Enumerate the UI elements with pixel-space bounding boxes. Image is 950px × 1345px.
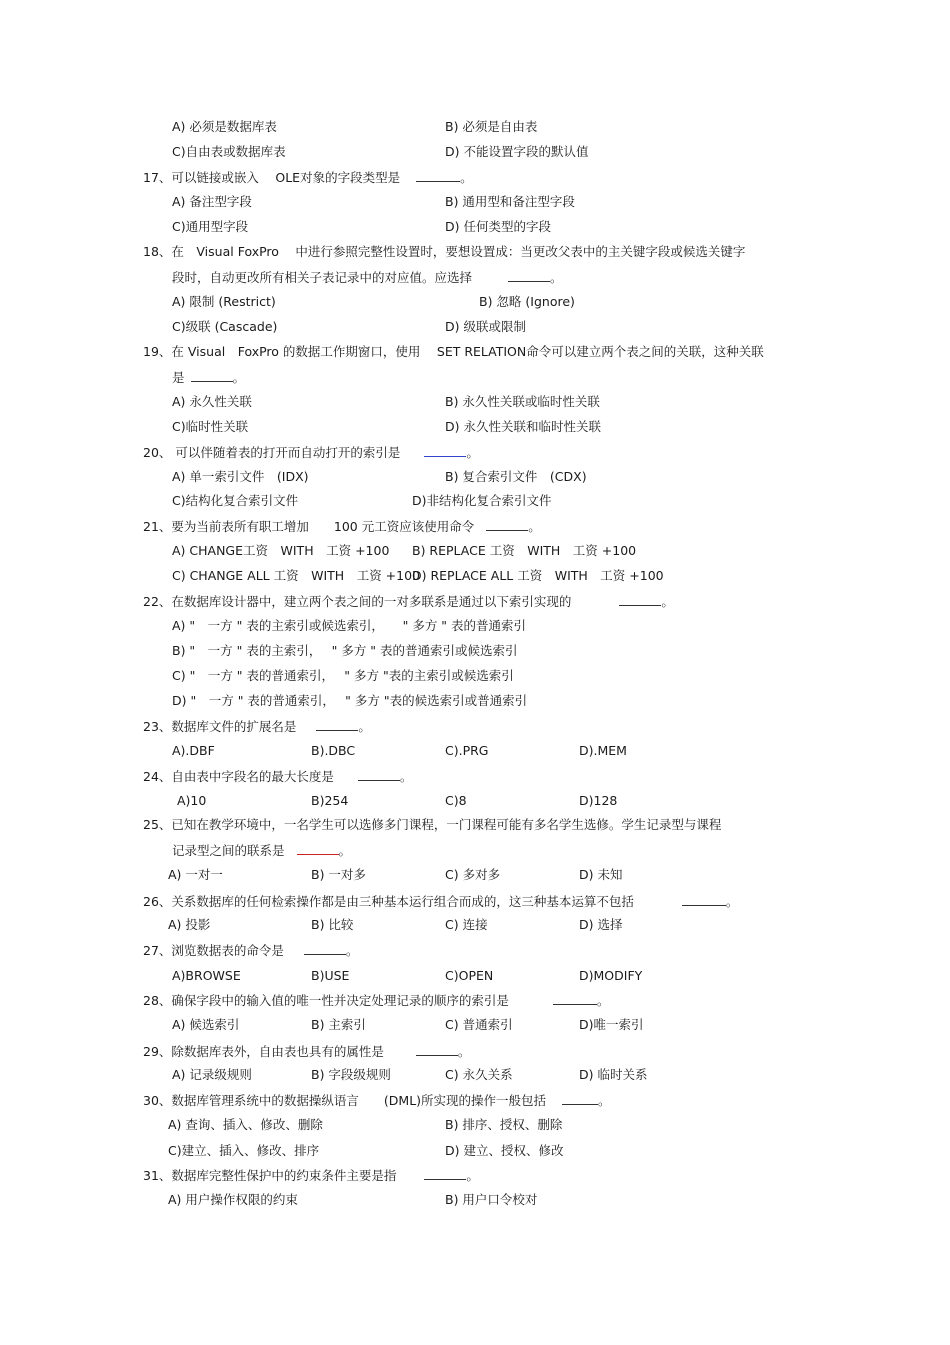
q24-option-d: D)128 [579,793,618,808]
q19-stem-line1: 19、在 Visual FoxPro 的数据工作期窗口，使用 SET RELATION命令可以建立两个表之间的关联，这种关联 [143,344,764,359]
q18-option-b: B) 忽略 (Ignore) [479,294,575,309]
q21-option-d: D) REPLACE ALL 工资 WITH 工资 +100 [412,568,664,583]
q29-option-a: A) 记录级规则 [172,1067,252,1082]
q23-option-c: C).PRG [445,743,489,758]
q22-stem [143,593,674,610]
q27-answer-blank [304,942,346,955]
q21-option-c: C) CHANGE ALL 工资 WITH 工资 +100 [172,568,421,583]
q17-option-b: B) 通用型和备注型字段 [445,194,575,209]
q28-option-c: C) 普通索引 [445,1017,513,1032]
q28-stem [143,992,609,1009]
q19-option-a: A) 永久性关联 [172,394,252,409]
q27-option-a: A)BROWSE [172,968,241,983]
q20-stem-text: 20、 可以伴随着表的打开而自动打开的索引是 [143,445,401,460]
q27-option-b: B)USE [311,968,350,983]
q21-stem-end: 。 [528,519,541,534]
q20-answer-blank [424,444,466,457]
q17-stem-text: 17、可以链接或嵌入 OLE对象的字段类型是 [143,170,401,185]
q20-option-b: B) 复合索引文件 (CDX) [445,469,587,484]
q29-option-b: B) 字段级规则 [311,1067,391,1082]
q24-stem-text: 24、自由表中字段名的最大长度是 [143,769,334,784]
q30-stem [143,1092,611,1109]
q30-stem-end: 。 [598,1093,611,1108]
q29-answer-blank [416,1043,458,1056]
q28-stem-text: 28、确保字段中的输入值的唯一性并决定处理记录的顺序的索引是 [143,993,509,1008]
q18-stem-text: 段时，自动更改所有相关子表记录中的对应值。应选择 [172,270,473,285]
q25-stem-line1: 25、已知在教学环境中，一名学生可以选修多门课程，一门课程可能有多名学生选修。学生记录型与课程 [143,817,722,832]
q20-stem-end: 。 [466,445,479,460]
q19-stem-end: 。 [232,370,246,385]
q30-stem-text: 30、数据库管理系统中的数据操纵语言 (DML)所实现的操作一般包括 [143,1093,547,1108]
q25-option-a: A) 一对一 [168,867,223,882]
q20-stem [143,444,479,461]
q31-stem [143,1167,479,1184]
q21-option-b: B) REPLACE 工资 WITH 工资 +100 [412,543,637,558]
q24-answer-blank [358,768,400,781]
q16-option-c: C)自由表或数据库表 [172,144,286,159]
q21-stem [143,518,541,535]
q24-option-c: C)8 [445,793,467,808]
q16-option-d: D) 不能设置字段的默认值 [445,144,589,159]
q22-option-d: D) " 一方 " 表的普通索引， " 多方 "表的候选索引或普通索引 [172,693,528,708]
q28-answer-blank [553,992,597,1005]
q31-answer-blank [424,1167,466,1180]
q29-stem-text: 29、除数据库表外，自由表也具有的属性是 [143,1044,384,1059]
q18-option-d: D) 级联或限制 [445,319,526,334]
q16-option-b: B) 必须是自由表 [445,119,538,134]
q27-stem-end: 。 [345,943,359,958]
q22-stem-end: 。 [661,594,674,609]
q26-option-c: C) 连接 [445,917,488,932]
q23-stem [143,718,371,735]
q29-option-c: C) 永久关系 [445,1067,513,1082]
q23-option-b: B).DBC [311,743,356,758]
q29-stem [143,1043,470,1060]
q23-answer-blank [316,718,358,731]
q26-stem [143,893,738,910]
q20-option-c: C)结构化复合索引文件 [172,493,299,508]
q18-stem-line1: 18、在 Visual FoxPro 中进行参照完整性设置时，要想设置成：当更改父表中的主关键字段或候选关键字 [143,244,746,259]
q22-answer-blank [619,593,661,606]
q30-answer-blank [562,1092,598,1105]
q17-answer-blank [416,169,460,182]
q25-stem-text: 记录型之间的联系是 [172,843,285,858]
q30-option-c: C)建立、插入、修改、排序 [168,1143,320,1158]
q20-option-a: A) 单一索引文件 (IDX) [172,469,309,484]
q21-option-a: A) CHANGE工资 WITH 工资 +100 [172,543,390,558]
q20-option-d: D)非结构化复合索引文件 [412,493,552,508]
q27-stem-text: 27、浏览数据表的命令是 [143,943,284,958]
q25-stem-end: 。 [338,843,352,858]
q23-stem-end: 。 [358,719,371,734]
q25-option-b: B) 一对多 [311,867,366,882]
q29-option-d: D) 临时关系 [579,1067,648,1082]
q23-stem-text: 23、数据库文件的扩展名是 [143,719,297,734]
q19-stem-text: 是 [172,370,185,385]
q31-stem-text: 31、数据库完整性保护中的约束条件主要是指 [143,1168,397,1183]
q27-option-c: C)OPEN [445,968,494,983]
q27-option-d: D)MODIFY [579,968,643,983]
q22-option-a: A) " 一方 " 表的主索引或候选索引， " 多方 " 表的普通索引 [172,618,527,633]
q30-option-a: A) 查询、插入、修改、删除 [168,1117,323,1132]
q25-answer-blank [297,842,339,855]
q17-stem [143,169,473,186]
q28-stem-end: 。 [596,993,610,1008]
q28-option-d: D)唯一索引 [579,1017,644,1032]
q18-answer-blank [508,269,550,282]
q28-option-a: A) 候选索引 [172,1017,240,1032]
q18-stem-line2 [172,269,563,286]
q23-option-a: A).DBF [172,743,215,758]
q28-option-b: B) 主索引 [311,1017,366,1032]
q25-stem-line2 [172,842,351,859]
q22-stem-text: 22、在数据库设计器中，建立两个表之间的一对多联系是通过以下索引实现的 [143,594,572,609]
q17-option-c: C)通用型字段 [172,219,249,234]
q18-option-a: A) 限制 (Restrict) [172,294,276,309]
q17-option-a: A) 备注型字段 [172,194,252,209]
q23-option-d: D).MEM [579,743,627,758]
q19-stem-line2 [172,369,245,386]
q22-option-b: B) " 一方 " 表的主索引， " 多方 " 表的普通索引或候选索引 [172,643,518,658]
q24-stem [143,768,412,785]
q17-option-d: D) 任何类型的字段 [445,219,551,234]
q27-stem [143,942,358,959]
q26-stem-text: 26、关系数据库的任何检索操作都是由三种基本运行组合而成的，这三种基本运算不包括 [143,894,634,909]
q17-stem-end: 。 [460,170,473,185]
q24-option-b: B)254 [311,793,349,808]
q26-answer-blank [682,893,726,906]
q19-answer-blank [191,369,233,382]
q19-option-c: C)临时性关联 [172,419,249,434]
q31-option-a: A) 用户操作权限的约束 [168,1192,298,1207]
q26-option-d: D) 选择 [579,917,623,932]
q22-option-c: C) " 一方 " 表的普通索引， " 多方 "表的主索引或候选索引 [172,668,514,683]
q29-stem-end: 。 [457,1044,471,1059]
q25-option-d: D) 未知 [579,867,623,882]
q19-option-b: B) 永久性关联或临时性关联 [445,394,600,409]
q24-option-a: A)10 [177,793,207,808]
q30-option-d: D) 建立、授权、修改 [445,1143,564,1158]
q26-option-b: B) 比较 [311,917,354,932]
q18-option-c: C)级联 (Cascade) [172,319,278,334]
q19-option-d: D) 永久性关联和临时性关联 [445,419,601,434]
q18-stem-end: 。 [550,270,563,285]
q30-option-b: B) 排序、授权、删除 [445,1117,563,1132]
q26-option-a: A) 投影 [168,917,211,932]
q16-option-a: A) 必须是数据库表 [172,119,277,134]
q25-option-c: C) 多对多 [445,867,501,882]
q31-stem-end: 。 [466,1168,479,1183]
q21-stem-text: 21、要为当前表所有职工增加 100 元工资应该使用命令 [143,519,475,534]
q26-stem-end: 。 [725,894,739,909]
q31-option-b: B) 用户口令校对 [445,1192,538,1207]
q24-stem-end: 。 [399,769,413,784]
q21-answer-blank [486,518,528,531]
